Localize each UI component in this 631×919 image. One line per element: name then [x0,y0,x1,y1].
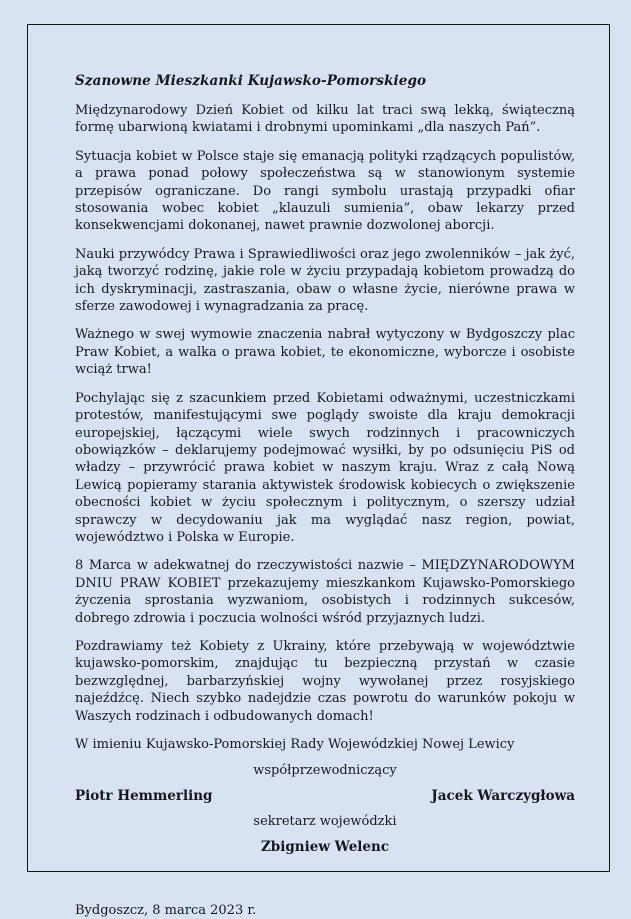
signature-role-secretary: sekretarz wojewódzki [253,814,397,830]
paragraph-women-day: Międzynarodowy Dzień Kobiet od kilku lat traci swą lekką, świąteczną formę ubarwioną kwiatami i drobnymi upominkami „dla naszych Pań”. [75,103,575,136]
dateline: Bydgoszcz, 8 marca 2023 r. [75,903,257,919]
paragraph-situation: Sytuacja kobiet w Polsce staje się emanacją polityki rządzących populistów, a prawa ponad połowy społeczeństwa są w stanowionym systemie przepisów ograniczane. Do rangi symbolu urastają przypadki ofiar stosowania wobec kobiet „klauzuli sumienia”, obaw lekarzy przed konsekwencjami dokonanej, nawet prawnie dozwolonej aborcji. [75,148,575,234]
signature-co-chairs-row [75,788,575,805]
signature-name-secretary: Zbigniew Welenc [260,838,390,855]
signature-role-co-chairs: współprzewodniczący [253,763,397,779]
closing-on-behalf-line: W imieniu Kujawsko-Pomorskiej Rady Wojewódzkiej Nowej Lewicy [75,737,515,752]
salutation-heading: Szanowne Mieszkanki Kujawsko-Pomorskiego [75,73,427,89]
paragraph-ukraine: Pozdrawiamy też Kobiety z Ukrainy, które przebywają w województwie kujawsko-pomorskim, znajdując tu bezpieczną przystań w czasie bezwzględnej, barbarzyńskiej wojny wywołanej przez rosyjskiego najeźdźcę. Niech szybko nadejdzie czas powrotu do warunków pokoju w Waszych rodzinach i odbudowanych domach! [75,638,575,724]
letter-content [28,25,609,919]
paragraph-square: Ważnego w swej wymowie znaczenia nabrał wytyczony w Bydgoszczy plac Praw Kobiet, a walka o prawa kobiet, te ekonomiczne, wyborcze i osobiste wciąż trwa! [75,327,575,378]
signature-name-right: Jacek Warczygłowa [431,787,575,804]
letter-page [27,24,610,919]
signature-name-left: Piotr Hemmerling [75,787,213,804]
paragraph-wishes: 8 Marca w adekwatnej do rzeczywistości nazwie – MIĘDZYNARODOWYM DNIU PRAW KOBIET przekazujemy mieszkankom Kujawsko-Pomorskiego życzenia sprostania wyzwaniom, osobistych i rodzinnych sukcesów, dobrego zdrowia i poczucia wolności wśród przyjaznych ludzi. [75,558,575,626]
paragraph-declaration: Pochylając się z szacunkiem przed Kobietami odważnymi, uczestniczkami protestów, manifestującymi swe poglądy swoiste dla kraju demokracji europejskiej, łączącymi wiele swych rodzinnych i pracowniczych obowiązków – deklarujemy podejmować wysiłki, by po odsunięciu PiS od władzy – przywrócić prawa kobiet w naszym kraju. Wraz z całą Nową Lewicą popieramy starania aktywistek środowisk kobiecych o zwiększenie obecności kobiet w życiu społecznym i politycznym, o szerszy udział sprawczy w decydowaniu jak ma wyglądać nasz region, powiat, województwo i Polska w Europie. [75,390,575,545]
paragraph-teachings: Nauki przywódcy Prawa i Sprawiedliwości oraz jego zwolenników – jak żyć, jaką tworzyć rodzinę, jakie role w życiu przypadają kobietom prowadzą do ich dyskryminacji, zastraszania, obaw o własne życie, nierówne prawa w sferze zawodowej i wynagradzania za pracę. [75,246,575,315]
